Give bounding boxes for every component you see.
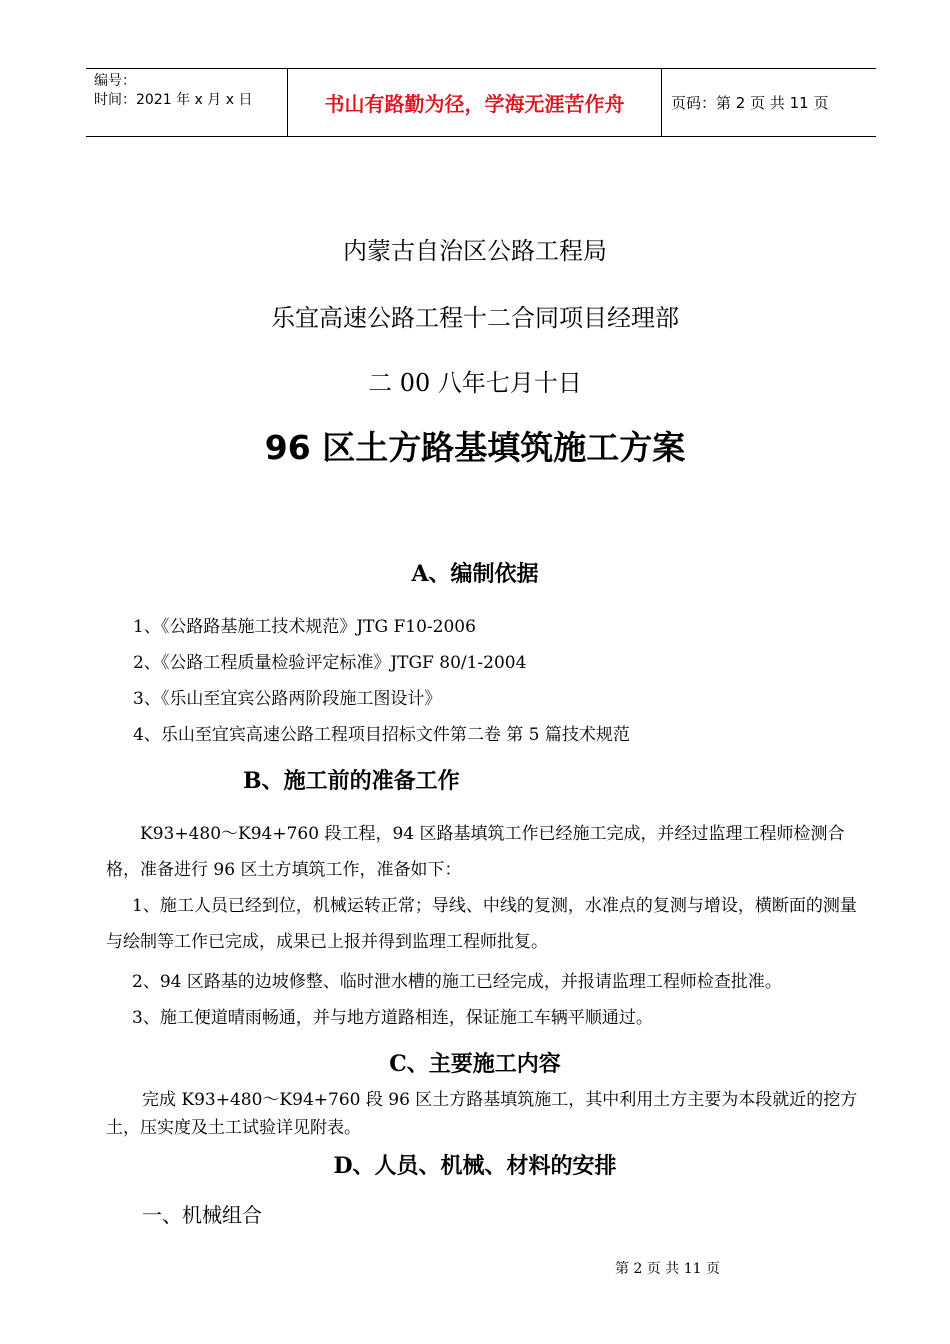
org-name-1: 内蒙古自治区公路工程局 bbox=[343, 237, 607, 265]
section-b-item-2: 2、94 区路基的边坡修整、临时泄水槽的施工已经完成，并报请监理工程师检查批准。 bbox=[132, 972, 782, 992]
time-label: 时间：2021 年 x 月 x 日 bbox=[94, 92, 253, 108]
reference-item: 1、《公路路基施工技术规范》JTG F10-2006 bbox=[133, 617, 476, 637]
reference-item: 3、《乐山至宜宾公路两阶段施工图设计》 bbox=[133, 689, 442, 709]
header-meta-cell bbox=[86, 69, 288, 136]
page-footer: 第 2 页 共 11 页 bbox=[615, 1261, 720, 1277]
section-d-sub-1: 一、机械组合 bbox=[142, 1203, 262, 1227]
reference-item: 4、乐山至宜宾高速公路工程项目招标文件第二卷 第 5 篇技术规范 bbox=[133, 725, 630, 745]
section-b-item-3: 3、施工便道晴雨畅通，并与地方道路相连，保证施工车辆平顺通过。 bbox=[132, 1008, 653, 1028]
header-motto: 书山有路勤为径，学海无涯苦作舟 bbox=[288, 69, 662, 136]
number-label: 编号： bbox=[94, 73, 136, 89]
document-title: 96 区土方路基填筑施工方案 bbox=[264, 428, 686, 467]
document-date: 二 00 八年七月十日 bbox=[368, 369, 582, 397]
reference-item: 2、《公路工程质量检验评定标准》JTGF 80/1-2004 bbox=[133, 653, 527, 673]
section-b-item-1: 1、施工人员已经到位，机械运转正常；导线、中线的复测，水准点的复测与增设，横断面的测量与绘制等工作已完成，成果已上报并得到监理工程师批复。 bbox=[106, 896, 857, 952]
section-a-heading: A、编制依据 bbox=[411, 561, 539, 587]
org-name-2: 乐宜高速公路工程十二合同项目经理部 bbox=[271, 304, 679, 332]
section-b-heading: B、施工前的准备工作 bbox=[243, 768, 460, 794]
section-c-body: 完成 K93+480～K94+760 段 96 区土方路基填筑施工，其中利用土方主要为本段就近的挖方土，压实度及土工试验详见附表。 bbox=[106, 1090, 858, 1138]
section-d-heading: D、人员、机械、材料的安排 bbox=[333, 1153, 617, 1179]
section-b-intro: K93+480～K94+760 段工程，94 区路基填筑工作已经施工完成，并经过监理工程师检测合格，准备进行 96 区土方填筑工作，准备如下： bbox=[106, 824, 845, 880]
header-page-label: 页码：第 2 页 共 11 页 bbox=[671, 94, 829, 112]
header-table bbox=[86, 68, 876, 137]
section-c-heading: C、主要施工内容 bbox=[389, 1051, 561, 1077]
